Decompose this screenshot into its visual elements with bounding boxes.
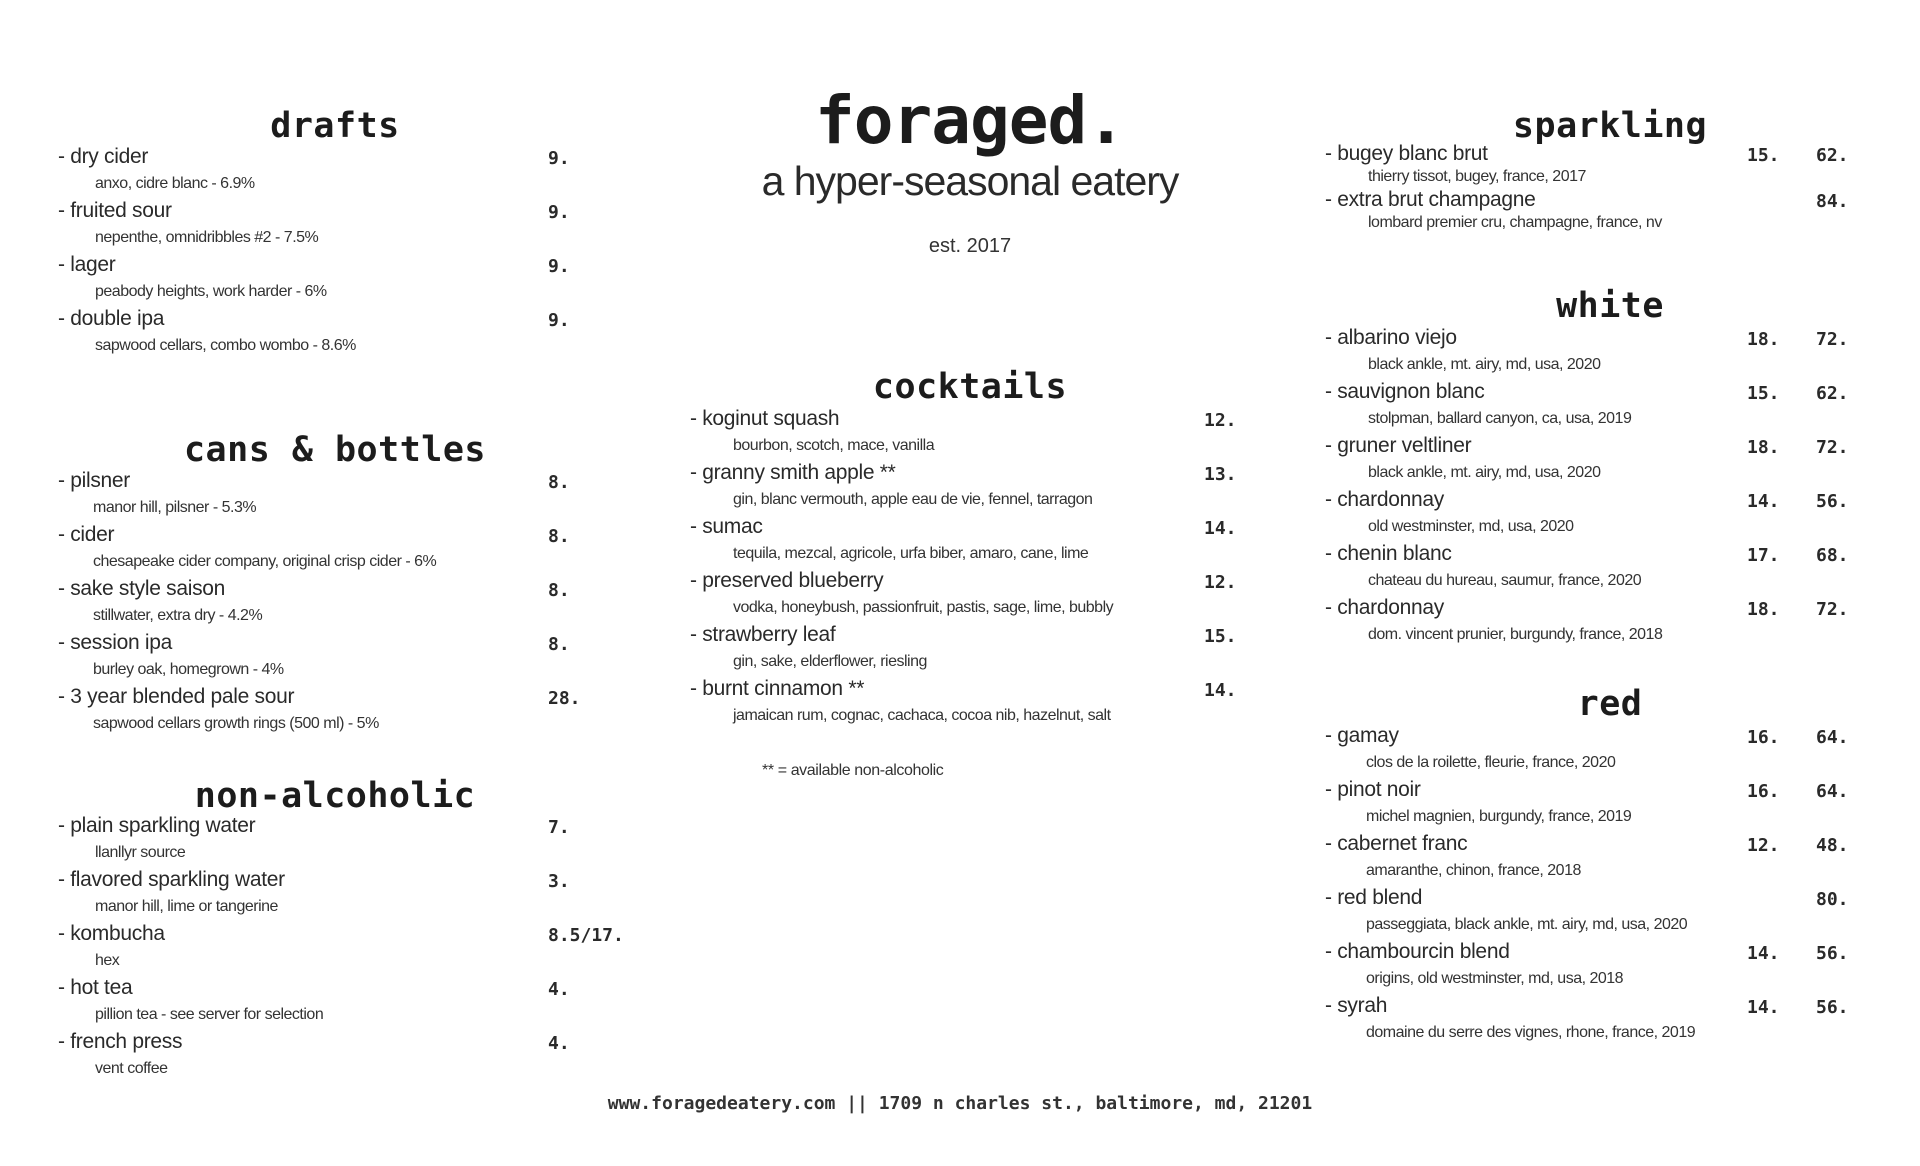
bottle-price: 48. [1816, 835, 1849, 856]
menu-item-name: - gamay [1325, 724, 1399, 747]
menu-item-name: - gruner veltliner [1325, 434, 1472, 457]
menu-item-description: burley oak, homegrown - 4% [93, 661, 284, 678]
menu-item-description: lombard premier cru, champagne, france, nv [1368, 214, 1662, 231]
bottle-price: 56. [1816, 491, 1849, 512]
menu-item-description: pillion tea - see server for selection [95, 1006, 324, 1023]
red-heading: red [1577, 684, 1643, 724]
non-alcoholic-heading: non-alcoholic [194, 776, 476, 816]
menu-item-price: 12. [1204, 410, 1237, 431]
menu-item-description: black ankle, mt. airy, md, usa, 2020 [1368, 356, 1601, 373]
glass-price: 18. [1747, 599, 1780, 620]
menu-item-price: 9. [548, 202, 570, 223]
menu-item-name: - lager [58, 253, 116, 276]
glass-price: 17. [1747, 545, 1780, 566]
menu-item-description: chateau du hureau, saumur, france, 2020 [1368, 572, 1642, 589]
glass-price: 16. [1747, 727, 1780, 748]
menu-item-description: gin, blanc vermouth, apple eau de vie, fennel, tarragon [733, 491, 1093, 508]
bottle-price: 56. [1816, 943, 1849, 964]
bottle-price: 72. [1816, 329, 1849, 350]
menu-item-name: - pilsner [58, 469, 130, 492]
glass-price: 12. [1747, 835, 1780, 856]
menu-item-description: passeggiata, black ankle, mt. airy, md, usa, 2020 [1366, 916, 1688, 933]
glass-price: 14. [1747, 943, 1780, 964]
glass-price: 15. [1747, 145, 1780, 166]
menu-item-price: 4. [548, 1033, 570, 1054]
menu-item-name: - burnt cinnamon ** [690, 677, 865, 700]
glass-price: 18. [1747, 329, 1780, 350]
menu-item-name: - chardonnay [1325, 488, 1444, 511]
menu-item-description: dom. vincent prunier, burgundy, france, 2018 [1368, 626, 1663, 643]
menu-item-description: sapwood cellars growth rings (500 ml) - 5% [93, 715, 379, 732]
bottle-price: 56. [1816, 997, 1849, 1018]
menu-item-name: - sake style saison [58, 577, 226, 600]
menu-item-price: 8. [548, 472, 570, 493]
menu-item-price: 13. [1204, 464, 1237, 485]
menu-item-description: old westminster, md, usa, 2020 [1368, 518, 1574, 535]
menu-item-name: - preserved blueberry [690, 569, 884, 592]
menu-item-price: 8. [548, 526, 570, 547]
cans-bottles-heading: cans & bottles [183, 430, 486, 470]
menu-item-description: gin, sake, elderflower, riesling [733, 653, 927, 670]
bottle-price: 62. [1816, 145, 1849, 166]
menu-item-description: stillwater, extra dry - 4.2% [93, 607, 263, 624]
menu-item-description: bourbon, scotch, mace, vanilla [733, 437, 935, 454]
menu-item-description: stolpman, ballard canyon, ca, usa, 2019 [1368, 410, 1632, 427]
menu-item-price: 14. [1204, 518, 1237, 539]
menu-item-name: - french press [58, 1030, 183, 1053]
tagline: a hyper-seasonal eatery [761, 158, 1179, 204]
glass-price: 14. [1747, 491, 1780, 512]
bottle-price: 64. [1816, 781, 1849, 802]
menu-item-name: - double ipa [58, 307, 165, 330]
glass-price: 18. [1747, 437, 1780, 458]
menu-item-name: - sumac [690, 515, 763, 538]
bottle-price: 72. [1816, 599, 1849, 620]
menu-item-description: black ankle, mt. airy, md, usa, 2020 [1368, 464, 1601, 481]
menu-item-description: manor hill, pilsner - 5.3% [93, 499, 257, 516]
menu-item-price: 9. [548, 256, 570, 277]
menu-item-name: - flavored sparkling water [58, 868, 285, 891]
menu-item-name: - cabernet franc [1325, 832, 1468, 855]
bottle-price: 68. [1816, 545, 1849, 566]
menu-item-description: origins, old westminster, md, usa, 2018 [1366, 970, 1624, 987]
menu-item-name: - granny smith apple ** [690, 461, 896, 484]
menu-item-price: 8. [548, 580, 570, 601]
menu-item-name: - plain sparkling water [58, 814, 256, 837]
menu-item-description: amaranthe, chinon, france, 2018 [1366, 862, 1581, 879]
menu-item-name: - syrah [1325, 994, 1388, 1017]
menu-item-description: thierry tissot, bugey, france, 2017 [1368, 168, 1586, 185]
menu-item-price: 28. [548, 688, 581, 709]
bottle-price: 72. [1816, 437, 1849, 458]
menu-item-price: 9. [548, 148, 570, 169]
menu-item-description: jamaican rum, cognac, cachaca, cocoa nib, hazelnut, salt [733, 707, 1111, 724]
menu-item-description: nepenthe, omnidribbles #2 - 7.5% [95, 229, 319, 246]
bottle-price: 80. [1816, 889, 1849, 910]
menu-item-price: 15. [1204, 626, 1237, 647]
drafts-heading: drafts [270, 106, 400, 146]
menu-item-name: - albarino viejo [1325, 326, 1457, 349]
non-alcoholic-note: ** = available non-alcoholic [762, 762, 944, 779]
menu-item-description: clos de la roilette, fleurie, france, 2020 [1366, 754, 1616, 771]
menu-item-name: - chambourcin blend [1325, 940, 1510, 963]
cocktails-heading: cocktails [872, 367, 1068, 407]
menu-item-name: - cider [58, 523, 115, 546]
menu-item-description: llanllyr source [95, 844, 186, 861]
glass-price: 14. [1747, 997, 1780, 1018]
menu-item-price: 7. [548, 817, 570, 838]
bottle-price: 62. [1816, 383, 1849, 404]
menu-item-name: - extra brut champagne [1325, 188, 1536, 211]
glass-price: 16. [1747, 781, 1780, 802]
menu-item-name: - fruited sour [58, 199, 172, 222]
menu-item-description: michel magnien, burgundy, france, 2019 [1366, 808, 1632, 825]
menu-item-price: 9. [548, 310, 570, 331]
menu-item-price: 8.5/17. [548, 925, 624, 946]
menu-item-name: - red blend [1325, 886, 1423, 909]
menu-item-description: tequila, mezcal, agricole, urfa biber, amaro, cane, lime [733, 545, 1089, 562]
menu-item-name: - dry cider [58, 145, 149, 168]
menu-item-name: - hot tea [58, 976, 133, 999]
logo: foraged. [815, 82, 1125, 159]
bottle-price: 84. [1816, 191, 1849, 212]
established-year: est. 2017 [928, 235, 1012, 257]
menu-item-description: anxo, cidre blanc - 6.9% [95, 175, 255, 192]
menu-item-name: - koginut squash [690, 407, 840, 430]
menu-item-name: - kombucha [58, 922, 165, 945]
menu-item-description: peabody heights, work harder - 6% [95, 283, 327, 300]
menu-item-name: - bugey blanc brut [1325, 142, 1488, 165]
glass-price: 15. [1747, 383, 1780, 404]
menu-item-description: vodka, honeybush, passionfruit, pastis, sage, lime, bubbly [733, 599, 1114, 616]
menu-item-name: - pinot noir [1325, 778, 1421, 801]
menu-item-description: sapwood cellars, combo wombo - 8.6% [95, 337, 356, 354]
bottle-price: 64. [1816, 727, 1849, 748]
menu-item-description: domaine du serre des vignes, rhone, france, 2019 [1366, 1024, 1696, 1041]
menu-item-name: - chenin blanc [1325, 542, 1452, 565]
sparkling-heading: sparkling [1512, 106, 1708, 146]
menu-item-description: manor hill, lime or tangerine [95, 898, 278, 915]
white-heading: white [1556, 286, 1664, 326]
menu-item-name: - chardonnay [1325, 596, 1444, 619]
menu-item-name: - strawberry leaf [690, 623, 836, 646]
menu-item-description: hex [95, 952, 120, 969]
menu-item-price: 3. [548, 871, 570, 892]
menu-item-price: 8. [548, 634, 570, 655]
menu-item-name: - 3 year blended pale sour [58, 685, 295, 708]
menu-item-name: - session ipa [58, 631, 172, 654]
menu-item-description: chesapeake cider company, original crisp cider - 6% [93, 553, 437, 570]
menu-item-description: vent coffee [95, 1060, 168, 1077]
footer-address: www.foragedeatery.com || 1709 n charles st., baltimore, md, 21201 [607, 1093, 1313, 1114]
menu-item-price: 12. [1204, 572, 1237, 593]
menu-item-price: 4. [548, 979, 570, 1000]
menu-item-name: - sauvignon blanc [1325, 380, 1485, 403]
menu-item-price: 14. [1204, 680, 1237, 701]
